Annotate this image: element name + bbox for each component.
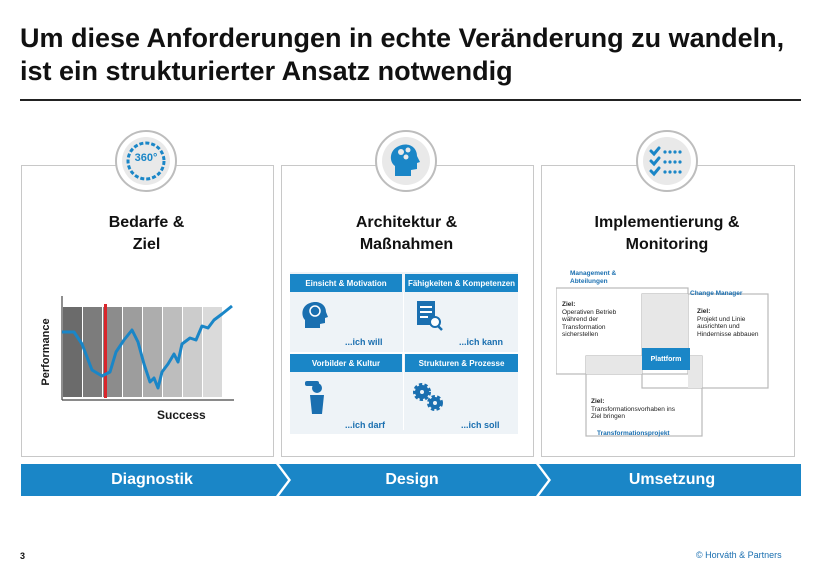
red-marker xyxy=(104,304,107,398)
document-search-icon xyxy=(414,298,444,332)
matrix-divider-v xyxy=(403,292,404,430)
matrix-text-kann: ...ich kann xyxy=(459,337,504,347)
head-idea-icon xyxy=(300,298,330,332)
matrix-header-prozesse: Strukturen & Prozesse xyxy=(405,354,518,372)
person-binoculars-icon xyxy=(302,376,332,416)
matrix-header-motivation: Einsicht & Motivation xyxy=(290,274,402,292)
chart-ylabel: Performance xyxy=(40,318,52,386)
phase-umsetzung: Umsetzung xyxy=(628,471,716,488)
matrix-header-kompetenzen: Fähigkeiten & Kompetenzen xyxy=(405,274,518,292)
label-change-manager: Change Manager xyxy=(690,290,743,297)
label-management: Management & Abteilungen xyxy=(570,270,617,285)
platform-box: Plattform xyxy=(642,348,690,370)
gears-icon xyxy=(410,378,446,414)
phase-diagnostik: Diagnostik xyxy=(111,471,193,488)
head-gears-icon xyxy=(375,130,437,192)
slide-title: Um diese Anforderungen in echte Veränderung zu wandeln, ist ein strukturierter Ansatz notwendig xyxy=(20,23,785,86)
checklist-icon xyxy=(636,130,698,192)
chart-xlabel: Success xyxy=(157,408,206,422)
copyright: © Horváth & Partners xyxy=(696,550,782,560)
matrix-text-soll: ...ich soll xyxy=(461,420,500,430)
goal-transformationsvorhaben: Ziel: Transformationsvorhaben ins Ziel bringen xyxy=(591,398,675,420)
360-degree-icon xyxy=(115,130,177,192)
phase-design: Design xyxy=(385,471,439,488)
matrix-text-will: ...ich will xyxy=(345,337,383,347)
panel-title-implementierung: Implementierung & Monitoring xyxy=(594,214,740,253)
label-transformationsprojekt: Transformationsprojekt xyxy=(597,430,670,437)
panel-title-bedarfe: Bedarfe & Ziel xyxy=(108,214,185,253)
title-rule xyxy=(20,99,801,101)
matrix-header-kultur: Vorbilder & Kultur xyxy=(290,354,402,372)
performance-chart xyxy=(40,292,240,424)
goal-projekt-linie: Ziel: Projekt und Linie ausrichten und Hindernisse abbauen xyxy=(697,308,759,338)
panel-title-architektur: Architektur & Maßnahmen xyxy=(355,214,458,253)
matrix-divider-h xyxy=(290,352,518,354)
matrix-text-darf: ...ich darf xyxy=(345,420,386,430)
page-number: 3 xyxy=(20,551,26,561)
badge-360-text: 360° xyxy=(134,152,158,164)
goal-operativer-betrieb: Ziel: Operativen Betrieb während der Transformation sicherstellen xyxy=(562,301,617,338)
